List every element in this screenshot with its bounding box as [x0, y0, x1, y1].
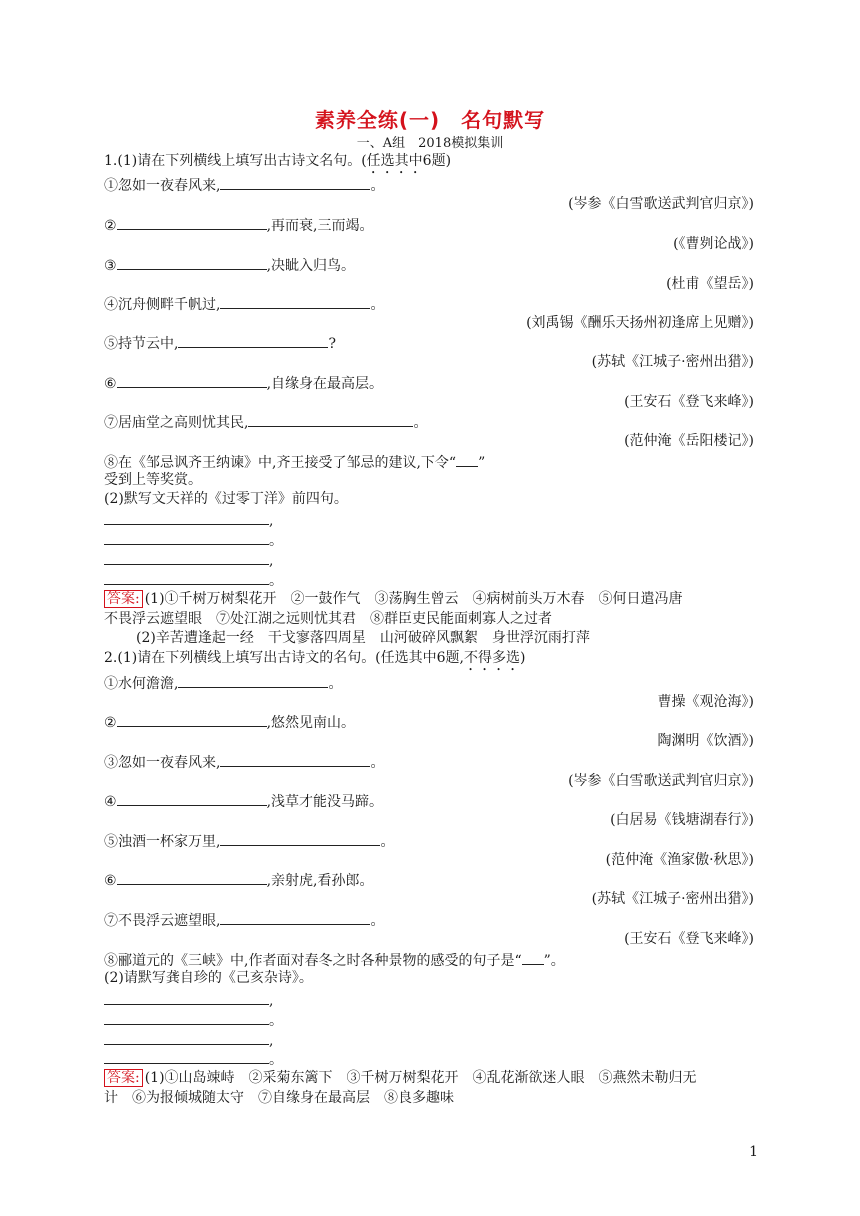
answer-blank[interactable] [104, 990, 269, 1005]
answer-blank[interactable] [104, 550, 269, 565]
q1-answer-line-1: 答案: (1)①千树万树梨花开 ②一鼓作气 ③荡胸生曾云 ④病树前头万木春 ⑤何日遣冯唐 [104, 590, 683, 608]
answer-label: 答案: [104, 590, 143, 608]
q2-source-6: (苏轼《江城子·密州出猎》) [591, 891, 754, 907]
q1-poem-line-4: 。 [104, 570, 283, 590]
q2-source-4: (白居易《钱塘湖春行》) [610, 812, 754, 828]
answer-blank[interactable] [104, 1030, 269, 1045]
q2-item-5: ⑤浊酒一杯家万里, 。 [104, 831, 394, 851]
answer-blank[interactable] [178, 673, 328, 688]
answer-blank[interactable] [104, 1010, 269, 1025]
answer-blank[interactable] [220, 175, 370, 190]
q2-answer-line-1: 答案: (1)①山岛竦峙 ②采菊东篱下 ③千树万树梨花开 ④乱花渐欲迷人眼 ⑤燕然未勒归无 [104, 1069, 697, 1087]
q1-source-4: (刘禹锡《酬乐天扬州初逢席上见赠》) [526, 315, 754, 331]
q2-source-1: 曹操《观沧海》) [657, 694, 754, 710]
q2-part2: (2)请默写龚自珍的《己亥杂诗》。 [104, 970, 313, 986]
q1-answer-line-2: 不畏浮云遮望眼 ⑦处江湖之远则忧其君 ⑧群臣吏民能面刺寡人之过者 [104, 611, 552, 627]
answer-blank[interactable] [220, 831, 380, 846]
q2-stem: 2.(1)请在下列横线上填写出古诗文的名句。(任选其中6题,不得多选) [104, 650, 526, 666]
q1-source-6: (王安石《登飞来峰》) [624, 394, 754, 410]
answer-blank[interactable] [117, 373, 267, 388]
q2-source-7: (王安石《登飞来峰》) [624, 931, 754, 947]
q1-poem-line-1: , [104, 510, 273, 530]
q1-source-1: (岑参《白雪歌送武判官归京》) [568, 196, 754, 212]
q2-poem-line-2: 。 [104, 1010, 283, 1030]
q2-answer-line-2: 计 ⑥为报倾城随太守 ⑦自缘身在最高层 ⑧良多趣味 [104, 1090, 454, 1106]
q2-item-8: ⑧郦道元的《三峡》中,作者面对春冬之时各种景物的感受的句子是“ ”。 [104, 950, 565, 970]
q2-source-2: 陶渊明《饮酒》) [657, 733, 754, 749]
page-number: 1 [749, 1144, 758, 1160]
q1-stem: 1.(1)请在下列横线上填写出古诗文名句。(任选其中6题) [104, 153, 452, 169]
q1-item-3: ③ ,决眦入归鸟。 [104, 255, 355, 275]
q1-source-5: (苏轼《江城子·密州出猎》) [591, 354, 754, 370]
answer-blank[interactable] [104, 510, 269, 525]
q1-item-2: ② ,再而衰,三而竭。 [104, 215, 373, 235]
answer-blank[interactable] [104, 530, 269, 545]
q2-item-3: ③忽如一夜春风来, 。 [104, 752, 384, 772]
answer-blank[interactable] [117, 712, 267, 727]
q2-source-3: (岑参《白雪歌送武判官归京》) [568, 773, 754, 789]
q1-poem-line-2: 。 [104, 530, 283, 550]
q1-item-6: ⑥ ,自缘身在最高层。 [104, 373, 383, 393]
answer-blank[interactable] [522, 950, 544, 965]
answer-blank[interactable] [248, 412, 413, 427]
q2-poem-line-1: , [104, 990, 273, 1010]
q1-item-4: ④沉舟侧畔千帆过, 。 [104, 294, 384, 314]
q1-part2: (2)默写文天祥的《过零丁洋》前四句。 [104, 491, 348, 507]
q1-answer-line-3: (2)辛苦遭逢起一经 干戈寥落四周星 山河破碎风飘絮 身世浮沉雨打萍 [136, 630, 590, 646]
q2-poem-line-4: 。 [104, 1049, 283, 1069]
q2-item-6: ⑥ ,亲射虎,看孙郎。 [104, 870, 373, 890]
q1-item-7: ⑦居庙堂之高则忧其民, 。 [104, 412, 427, 432]
q2-item-1: ①水何澹澹, 。 [104, 673, 342, 693]
answer-blank[interactable] [117, 255, 267, 270]
q2-item-7: ⑦不畏浮云遮望眼, 。 [104, 910, 384, 930]
answer-blank[interactable] [117, 870, 267, 885]
q1-source-7: (范仲淹《岳阳楼记》) [624, 433, 754, 449]
q2-poem-line-3: , [104, 1030, 273, 1050]
answer-blank[interactable] [104, 570, 269, 585]
q1-poem-line-3: , [104, 550, 273, 570]
answer-blank[interactable] [220, 752, 370, 767]
q2-item-2: ② ,悠然见南山。 [104, 712, 355, 732]
q1-source-3: (杜甫《望岳》) [666, 276, 754, 292]
q2-source-5: (范仲淹《渔家傲·秋思》) [605, 852, 754, 868]
q1-item-5: ⑤持节云中, ? [104, 333, 336, 353]
section-subtitle: 一、A组 2018模拟集训 [356, 136, 504, 151]
answer-blank[interactable] [178, 333, 328, 348]
answer-blank[interactable] [220, 294, 370, 309]
answer-blank[interactable] [456, 452, 478, 467]
answer-label: 答案: [104, 1069, 143, 1087]
q1-item-8: ⑧在《邹忌讽齐王纳谏》中,齐王接受了邹忌的建议,下令“ ” [104, 452, 485, 472]
q1-item-8-cont: 受到上等奖赏。 [104, 472, 202, 488]
page-title: 素养全练(一) 名句默写 [314, 108, 546, 132]
q1-source-2: (《曹刿论战》) [673, 236, 754, 252]
answer-blank[interactable] [117, 215, 267, 230]
answer-blank[interactable] [220, 910, 370, 925]
answer-blank[interactable] [104, 1049, 269, 1064]
answer-blank[interactable] [117, 791, 267, 806]
q1-item-1: ①忽如一夜春风来, 。 [104, 175, 384, 195]
q2-item-4: ④ ,浅草才能没马蹄。 [104, 791, 383, 811]
